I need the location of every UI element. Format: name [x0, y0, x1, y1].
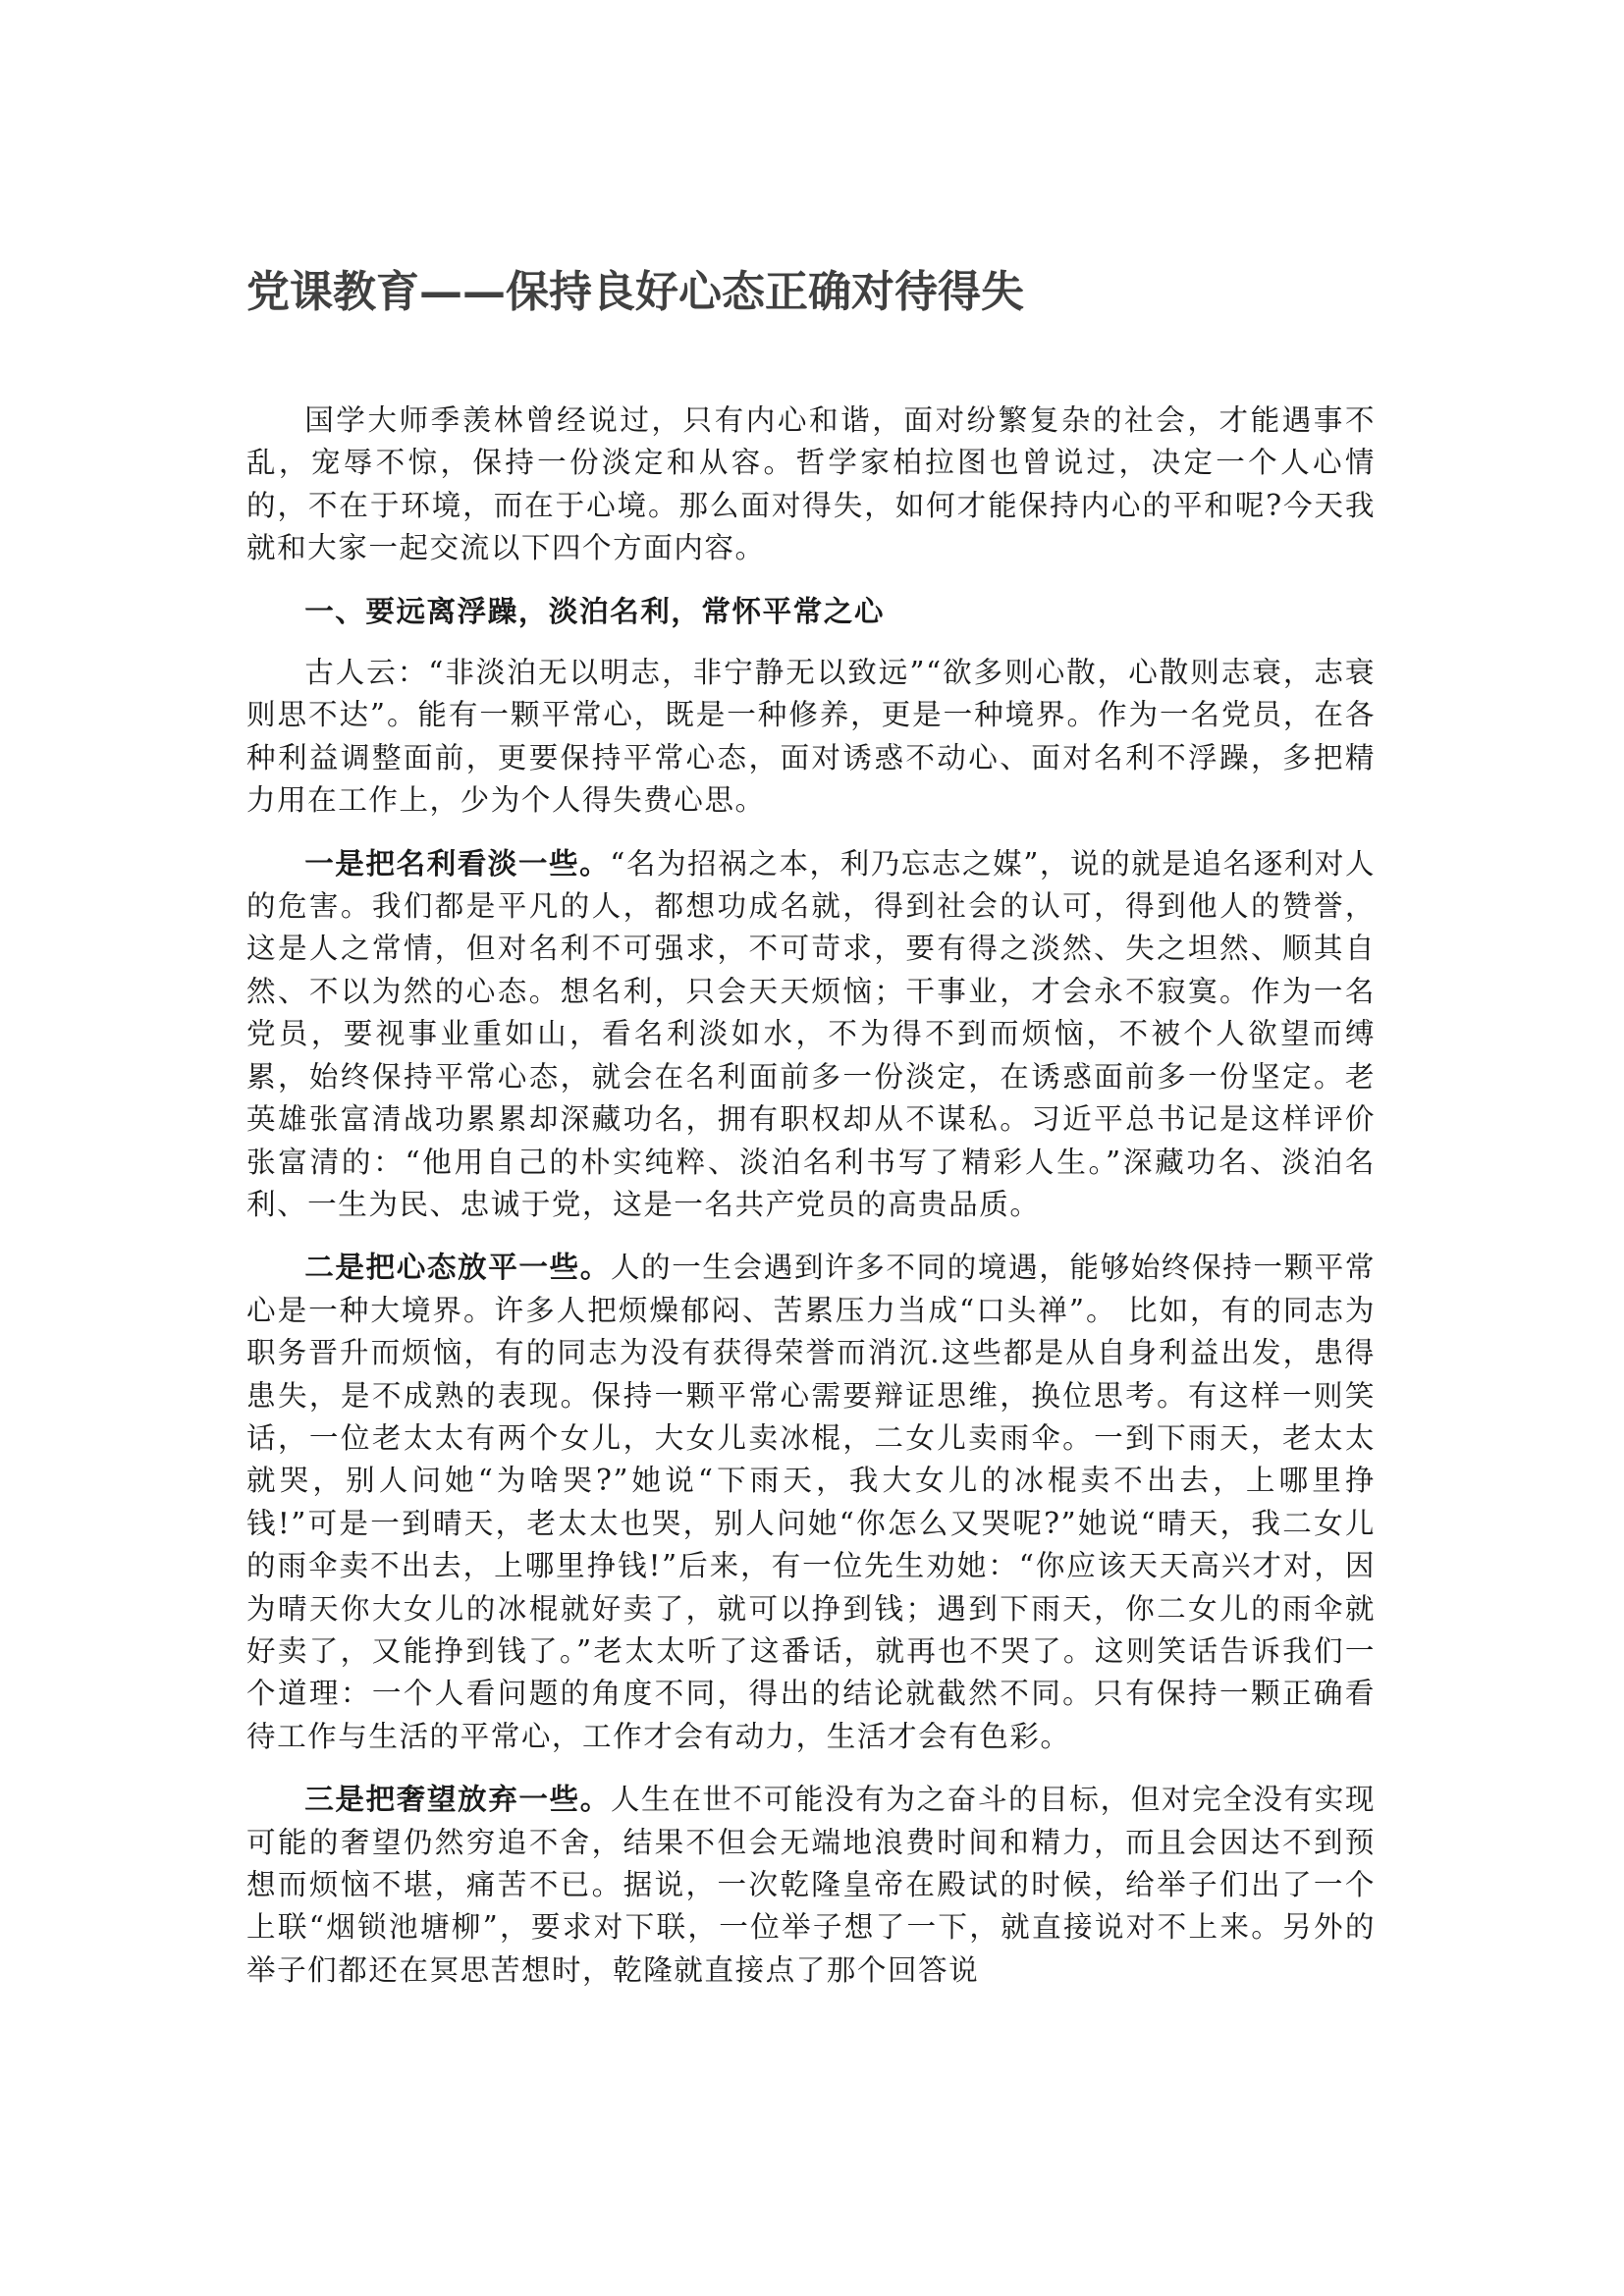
- document-title: 党课教育——保持良好心态正确对待得失: [246, 267, 1024, 317]
- section-heading: 一、要远离浮躁，淡泊名利，常怀平常之心: [304, 593, 885, 628]
- point-one-paragraph: [246, 842, 1376, 1227]
- point-three-text: 人生在世不可能没有为之奋斗的目标，但对完全没有实现可能的奢望仍然穷追不舍，结果不但会无端地浪费时间和精力，而且会因达不到预想而烦恼不堪，痛苦不已。据说，一次乾隆皇帝在殿试的时候，给举子们出了一个上联“烟锁池塘柳”，要求对下联，一位举子想了一下，就直接说对不上来。另外的举子们都还在冥思苦想时，乾隆就直接点了那个回答说: [246, 1783, 1377, 1987]
- document-body: [246, 400, 1376, 2011]
- section-paragraph: 古人云：“非淡泊无以明志，非宁静无以致远”“欲多则心散，心散则志衰，志衰则思不达”。能有一颗平常心，既是一种修养，更是一种境界。作为一名党员，在各种利益调整面前，更要保持平常心态，面对诱惑不动心、面对名利不浮躁，多把精力用在工作上，少为个人得失费心思。: [246, 656, 1376, 818]
- point-three-lead: 三是把奢望放弃一些。: [304, 1782, 611, 1817]
- point-one-lead: 一是把名利看淡一些。: [304, 845, 611, 881]
- point-two-lead: 二是把心态放平一些。: [304, 1250, 611, 1285]
- intro-paragraph: 国学大师季羡林曾经说过，只有内心和谐，面对纷繁复杂的社会，才能遇事不乱，宠辱不惊，保持一份淡定和从容。哲学家柏拉图也曾说过，决定一个人心情的，不在于环境，而在于心境。那么面对得失，如何才能保持内心的平和呢?今天我就和大家一起交流以下四个方面内容。: [246, 403, 1376, 565]
- point-three-paragraph: [246, 1778, 1376, 1992]
- point-two-paragraph: [246, 1246, 1376, 1758]
- point-one-text: “名为招祸之本，利乃忘志之媒”，说的就是追名逐利对人的危害。我们都是平凡的人，都想功成名就，得到社会的认可，得到他人的赞誉，这是人之常情，但对名利不可强求，不可苛求，要有得之淡然、失之坦然、顺其自然、不以为然的心态。想名利，只会天天烦恼；干事业，才会永不寂寞。作为一名党员，要视事业重如山，看名利淡如水，不为得不到而烦恼，不被个人欲望而缚累，始终保持平常心态，就会在名利面前多一份淡定，在诱惑面前多一份坚定。老英雄张富清战功累累却深藏功名，拥有职权却从不谋私。习近平总书记是这样评价张富清的：“他用自己的朴实纯粹、淡泊名利书写了精彩人生。”深藏功名、淡泊名利、一生为民、忠诚于党，这是一名共产党员的高贵品质。: [246, 846, 1376, 1221]
- point-two-text: 人的一生会遇到许多不同的境遇，能够始终保持一颗平常心是一种大境界。许多人把烦燥郁闷、苦累压力当成“口头禅”。 比如，有的同志为职务晋升而烦恼，有的同志为没有获得荣誉而消沉.这些都是从自身利益出发，患得患失，是不成熟的表现。保持一颗平常心需要辩证思维，换位思考。有这样一则笑话，一位老太太有两个女儿，大女儿卖冰棍，二女儿卖雨伞。一到下雨天，老太太就哭，别人问她“为啥哭?”她说“下雨天，我大女儿的冰棍卖不出去，上哪里挣钱!”可是一到晴天，老太太也哭，别人问她“你怎么又哭呢?”她说“晴天，我二女儿的雨伞卖不出去，上哪里挣钱!”后来，有一位先生劝她：“你应该天天高兴才对，因为晴天你大女儿的冰棍就好卖了，就可以挣到钱；遇到下雨天，你二女儿的雨伞就好卖了，又能挣到钱了。”老太太听了这番话，就再也不哭了。这则笑话告诉我们一个道理：一个人看问题的角度不同，得出的结论就截然不同。只有保持一颗正确看待工作与生活的平常心，工作才会有动力，生活才会有色彩。: [246, 1251, 1377, 1753]
